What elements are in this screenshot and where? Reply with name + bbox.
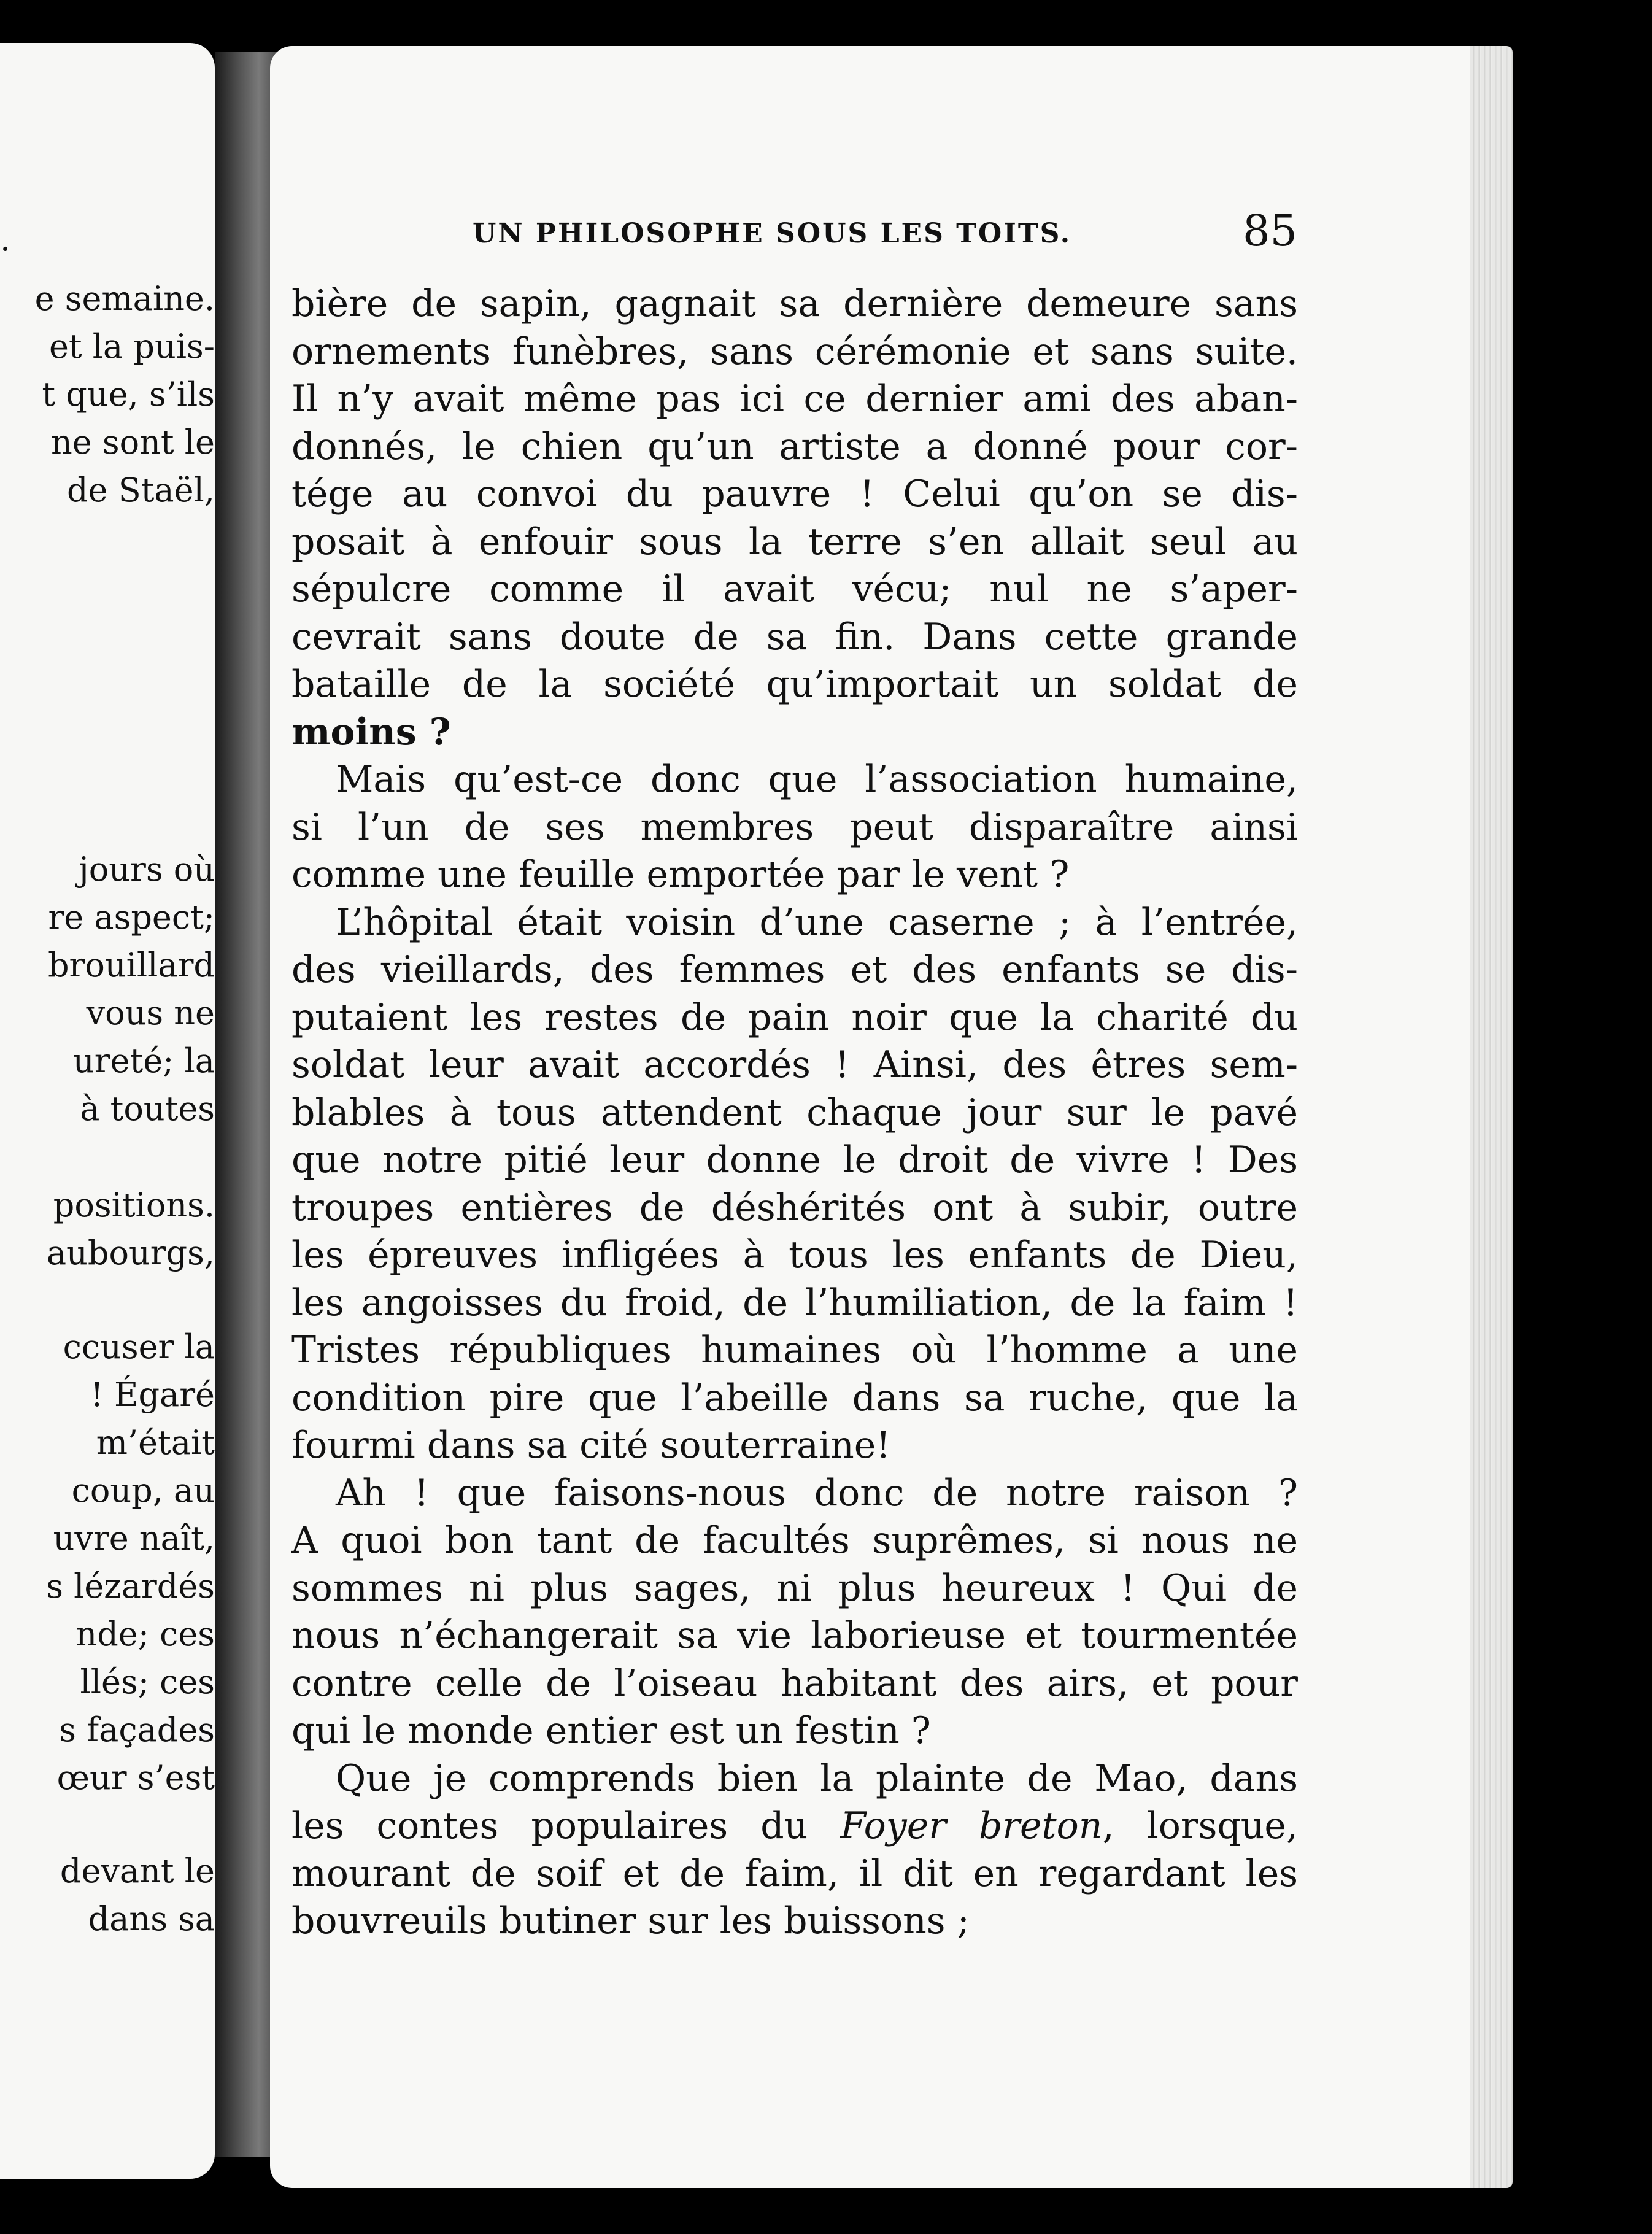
facing-page-line: jours où — [78, 850, 215, 889]
running-head: UN PHILOSOPHE SOUS LES TOITS. — [473, 218, 1072, 249]
text-line: tége au convoi du pauvre ! Celui qu’on se dis- — [291, 473, 1298, 516]
text-line: L’hôpital était voisin d’une caserne ; à l’entrée, — [336, 900, 1298, 944]
facing-page-line: et la puis- — [48, 327, 215, 366]
text-line: contre celle de l’oiseau habitant des airs, et pour — [291, 1661, 1298, 1705]
text-line: les épreuves infligées à tous les enfants de Dieu, — [291, 1234, 1298, 1277]
facing-page-line: vous ne — [86, 994, 215, 1032]
text-line: cevrait sans doute de sa fin. Dans cette grande — [291, 615, 1298, 659]
facing-page-line: ne sont le — [51, 423, 215, 462]
facing-page-line: e semaine. — [34, 279, 215, 318]
page-edges — [1470, 46, 1513, 2188]
facing-page-line: ! Égaré — [90, 1375, 215, 1414]
text-line: Mais qu’est-ce donc que l’association humaine, — [336, 758, 1298, 801]
text-line: moins ? — [291, 710, 451, 754]
facing-page-line: positions. — [53, 1186, 215, 1224]
text-line: condition pire que l’abeille dans sa ruche, que la — [291, 1376, 1298, 1420]
text-line: Il n’y avait même pas ici ce dernier ami des aban- — [291, 377, 1298, 420]
facing-page-mark: . — [0, 220, 11, 258]
text-line: si l’un de ses membres peut disparaître ainsi — [291, 805, 1298, 849]
text-line: les angoisses du froid, de l’humiliation, de la faim ! — [291, 1281, 1298, 1324]
text-line: nous n’échangerait sa vie laborieuse et tourmentée — [291, 1614, 1298, 1657]
facing-page-line: re aspect; — [48, 898, 215, 937]
text-line: qui le monde entier est un festin ? — [291, 1709, 931, 1752]
facing-page-fragment — [0, 43, 215, 2179]
text-line: soldat leur avait accordés ! Ainsi, des êtres sem- — [291, 1043, 1298, 1086]
text-line: blables à tous attendent chaque jour sur le pavé — [291, 1091, 1298, 1134]
book-title: Foyer breton — [840, 1804, 1103, 1847]
text-line: bataille de la société qu’importait un soldat de — [291, 663, 1298, 706]
facing-page-line: ccuser la — [63, 1328, 215, 1366]
facing-page-line: uvre naît, — [53, 1519, 215, 1558]
text-line: A quoi bon tant de facultés suprêmes, si nous ne — [291, 1519, 1298, 1562]
text-line: bouvreuils butiner sur les buissons ; — [291, 1900, 970, 1942]
facing-page-line: t que, s’ils — [42, 375, 215, 414]
facing-page-line: à toutes — [80, 1089, 215, 1128]
text-line: bière de sapin, gagnait sa dernière demeure sans — [291, 282, 1298, 325]
facing-page-line: coup, au — [71, 1471, 215, 1510]
facing-page-line: llés; ces — [80, 1663, 215, 1701]
text-line: ornements funèbres, sans cérémonie et sans suite. — [291, 330, 1298, 373]
text-line: Que je comprends bien la plainte de Mao, dans — [336, 1757, 1298, 1800]
text-line: sépulcre comme il avait vécu; nul ne s’aper- — [291, 568, 1298, 611]
text-line — [291, 1803, 1298, 1850]
text-line: que notre pitié leur donne le droit de vivre ! Des — [291, 1138, 1298, 1181]
facing-page-line: ureté; la — [72, 1042, 215, 1080]
facing-page-line: aubourgs, — [46, 1234, 215, 1272]
facing-page-line: œur s’est — [56, 1758, 215, 1797]
text-span: , lorsque, — [1102, 1804, 1298, 1847]
facing-page-line: dans sa — [88, 1900, 215, 1938]
text-span: les contes populaires du — [291, 1804, 841, 1847]
facing-page-line: s lézardés — [46, 1567, 215, 1606]
body-text — [291, 280, 1298, 1946]
facing-page-line: nde; ces — [75, 1615, 215, 1653]
text-line: comme une feuille emportée par le vent ? — [291, 853, 1070, 896]
text-line: mourant de soif et de faim, il dit en regardant les — [291, 1852, 1298, 1895]
text-line: donnés, le chien qu’un artiste a donné pour cor- — [291, 425, 1298, 468]
facing-page-line: m’était — [96, 1423, 215, 1462]
text-line: putaient les restes de pain noir que la charité du — [291, 995, 1298, 1039]
facing-page-line: brouillard — [47, 946, 215, 984]
text-line: Tristes républiques humaines où l’homme a une — [291, 1329, 1298, 1372]
text-line: Ah ! que faisons-nous donc de notre raison ? — [336, 1471, 1298, 1515]
text-line: posait à enfouir sous la terre s’en allait seul au — [291, 520, 1298, 563]
text-line: sommes ni plus sages, ni plus heureux ! Qui de — [291, 1566, 1298, 1610]
facing-page-line: s façades — [59, 1710, 215, 1749]
facing-page-line: devant le — [60, 1852, 215, 1890]
page-number: 85 — [1243, 206, 1298, 256]
text-line: des vieillards, des femmes et des enfants se dis- — [291, 948, 1298, 991]
text-line: troupes entières de déshérités ont à subir, outre — [291, 1186, 1298, 1229]
text-line: fourmi dans sa cité souterraine! — [291, 1424, 891, 1467]
facing-page-line: de Staël, — [67, 471, 215, 509]
